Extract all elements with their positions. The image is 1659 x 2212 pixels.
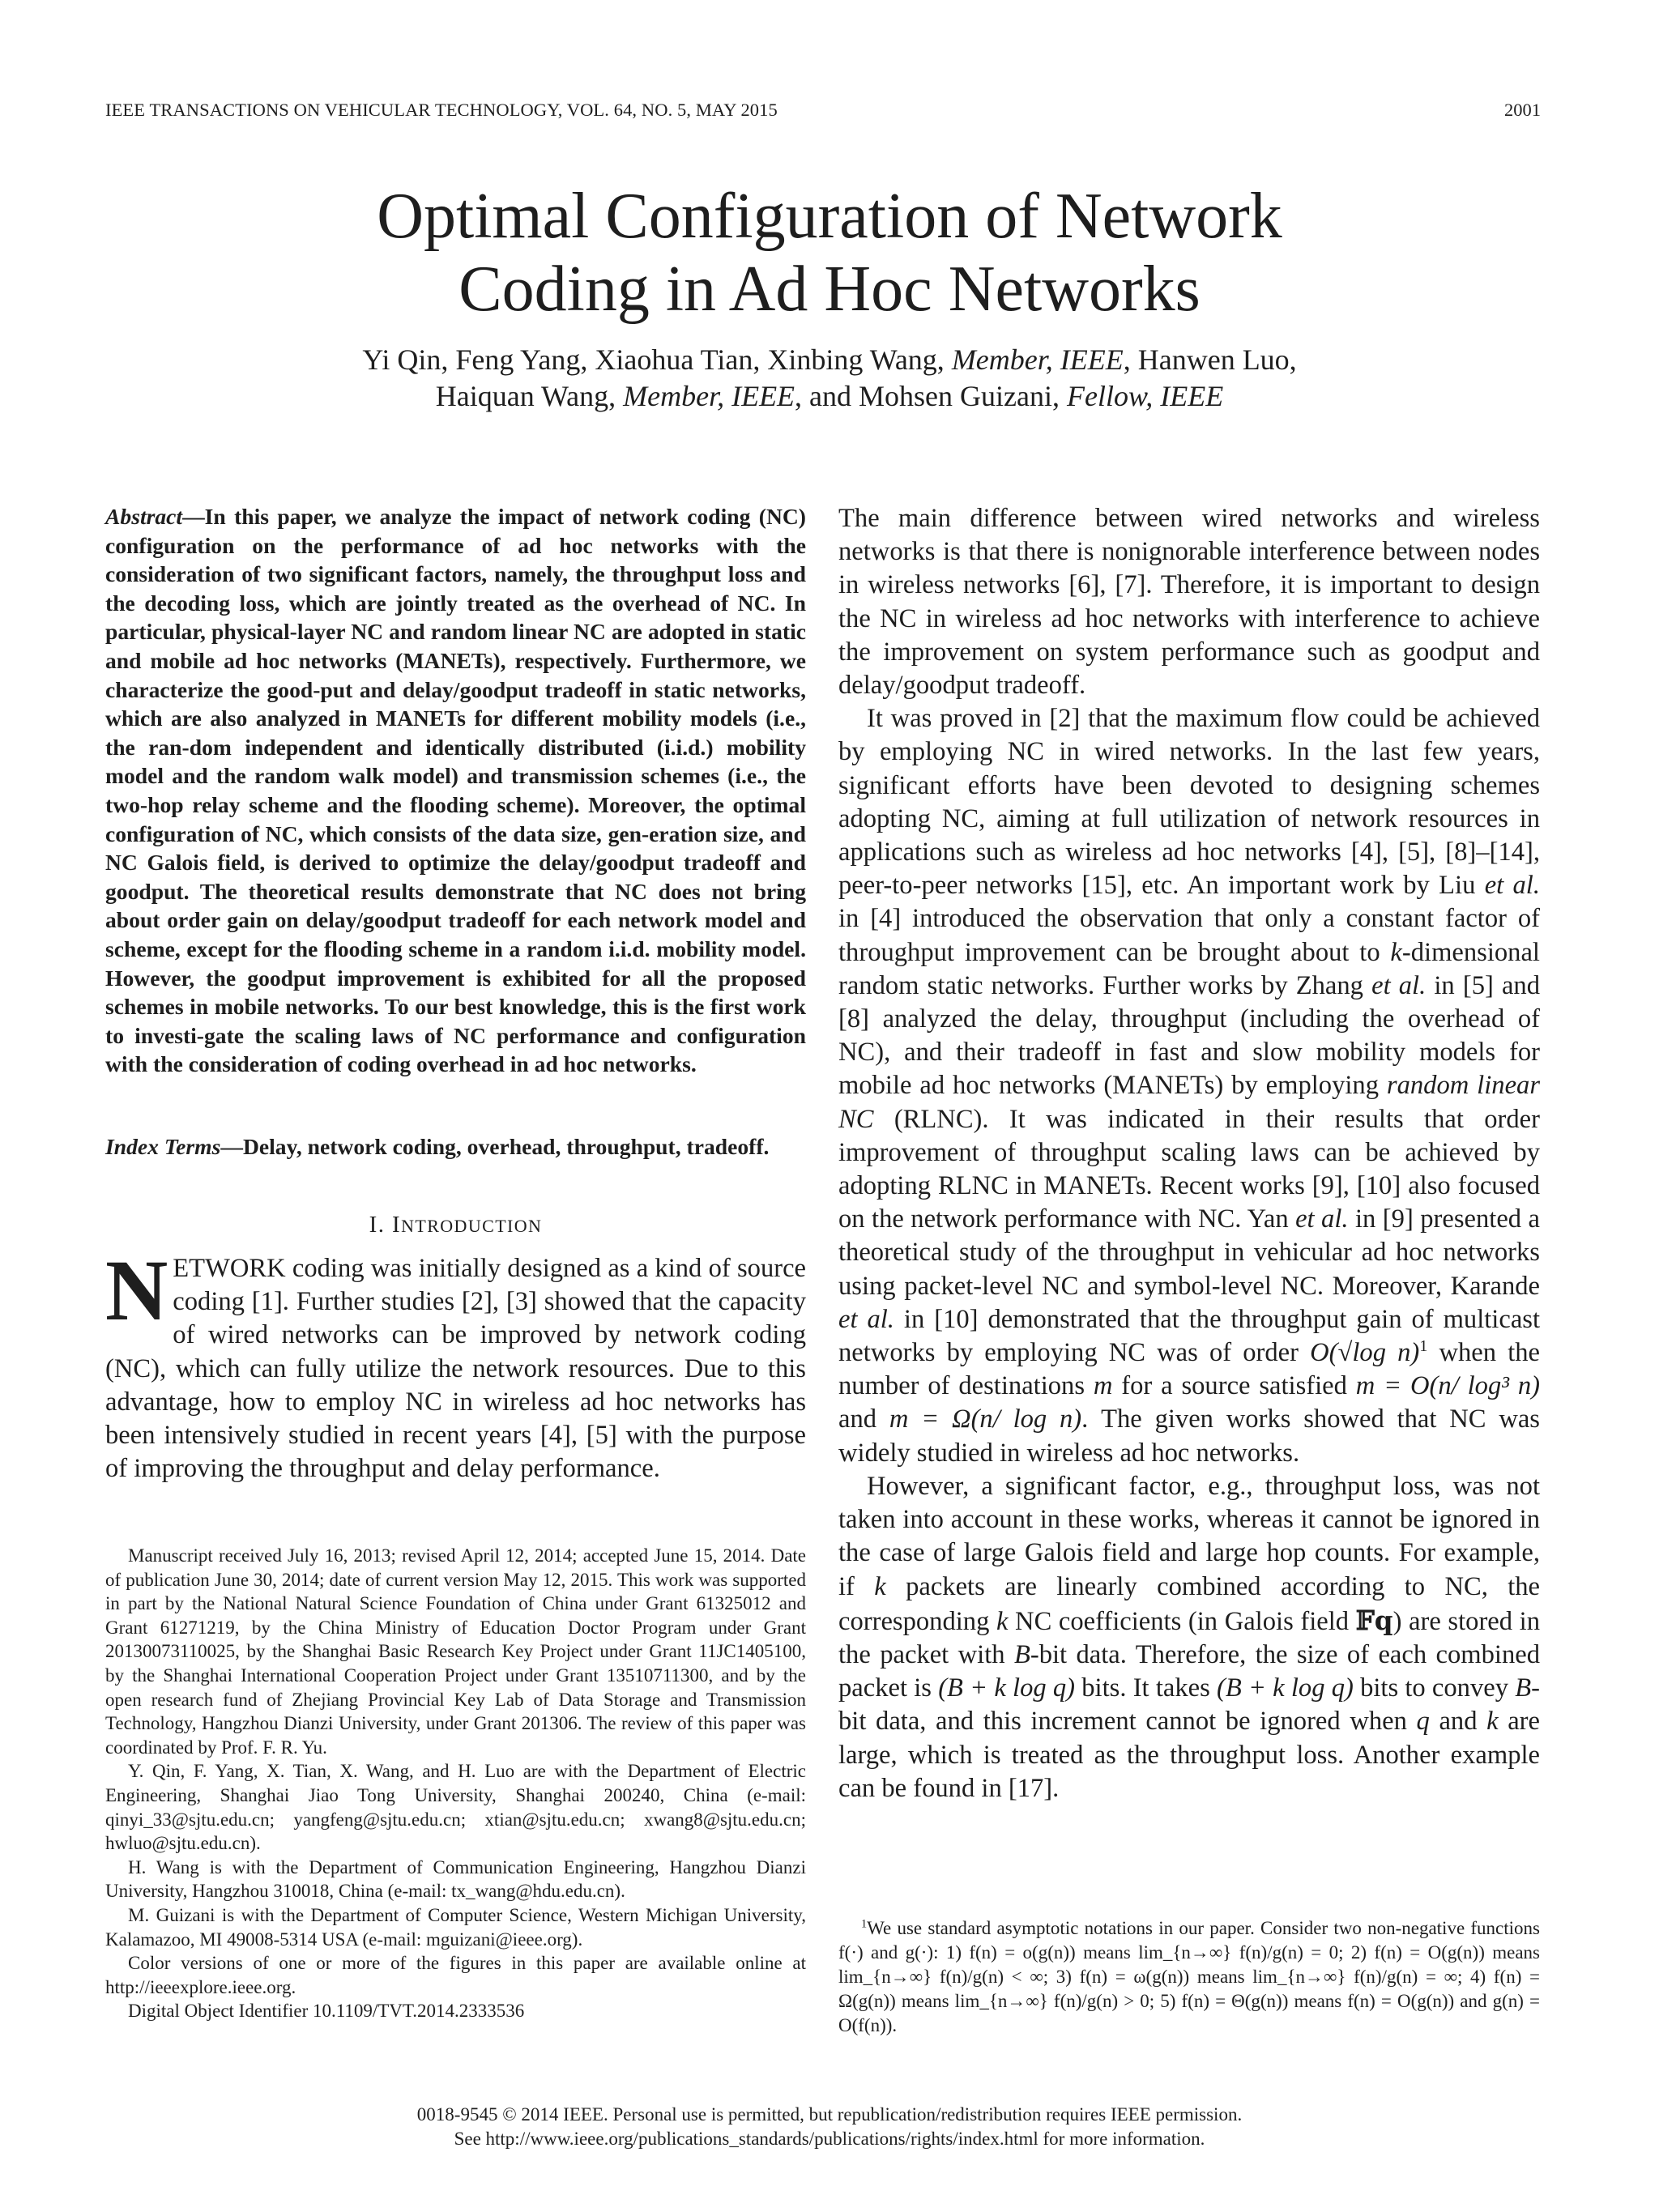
footnote-affiliation-wmu: M. Guizani is with the Department of Computer Science, Western Michigan University, Kalamazoo, MI 49008-5314 USA (e-mail: mguizani@ieee.org). xyxy=(105,1904,806,1950)
copyright-notice xyxy=(0,2103,1659,2150)
index-terms-text: —Delay, network coding, overhead, throughput, tradeoff. xyxy=(220,1134,770,1159)
paper-title xyxy=(0,180,1659,326)
index-terms xyxy=(105,1132,806,1161)
section-heading-introduction: I. INTRODUCTION xyxy=(369,1212,543,1238)
copyright-line: 0018-9545 © 2014 IEEE. Personal use is permitted, but republication/redistribution requires IEEE permission. xyxy=(416,2104,1243,2125)
footnote-mark: 1 xyxy=(1419,1337,1428,1356)
footnote-manuscript: Manuscript received July 16, 2013; revised April 12, 2014; accepted June 15, 2014. Date of publication June 30, 2014; date of current version May 12, 2015. This work was supported in part by the National Natural Science Foundation of China under Grant 61325012 and Grant 61271219, by the China Ministry of Education Doctor Program under Grant 20130073110025, by the Shanghai Basic Research Key Project under Grant 11JC1405100, by the Shanghai International Cooperation Project under Grant 13510711300, and by the open research fund of Zhejiang Provincial Key Lab of Data Storage and Transmission Technology, Hangzhou Dianzi University, under Grant 201306. The review of this paper was coordinated by Prof. F. R. Yu. xyxy=(105,1545,806,1758)
author-list xyxy=(0,342,1659,415)
introduction-paragraph xyxy=(105,1243,806,1485)
author-line-2: Haiquan Wang, Member, IEEE, and Mohsen Guizani, Fellow, IEEE xyxy=(435,380,1224,412)
journal-name: IEEE TRANSACTIONS ON VEHICULAR TECHNOLOGY, VOL. 64, NO. 5, MAY 2015 xyxy=(105,100,778,120)
title-line-1: Optimal Configuration of Network xyxy=(377,181,1282,252)
title-line-2: Coding in Ad Hoc Networks xyxy=(458,254,1201,325)
index-terms-label: Index Terms xyxy=(105,1134,221,1159)
running-header xyxy=(105,100,1541,129)
intro-text: ETWORK coding was initially designed as a kind of source coding [1]. Further studies [2], [3] showed that the capacity of wired networks can be improved by network coding (NC), which can fully utilize the network resources. Due to this advantage, how to employ NC in wireless ad hoc networks has been intensively studied in recent years [4], [5] with the purpose of improving the throughput and delay performance. xyxy=(105,1254,806,1484)
order-expression: O(√log n) xyxy=(1310,1338,1420,1368)
paragraph-related-work: It was proved in [2] that the maximum flow could be achieved by employing NC in wired networks. In the last few years, significant efforts have been devoted to designing schemes adopting NC, aiming at full utilization of network resources in applications such as wireless ad hoc networks [4], [5], [8]–[14], peer-to-peer networks [15], etc. An important work by Liu et al. in [4] introduced the observation that only a constant factor of throughput improvement can be brought about to k-dimensional random static networks. Further works by Zhang et al. in [5] and [8] analyzed the delay, throughput (including the overhead of NC), and their tradeoff in fast and slow mobility models for mobile ad hoc networks (MANETs) by employing random linear NC (RLNC). It was indicated in their results that order improvement of throughput scaling laws can be achieved by adopting RLNC in MANETs. Recent works [9], [10] also focused on the network performance with NC. Yan et al. in [9] presented a theoretical study of the throughput in vehicular ad hoc networks using packet-level NC and symbol-level NC. Moreover, Karande et al. in [10] demonstrated that the throughput gain of multicast networks by employing NC was of order O(√log n)$^1$ when the number of destinations m for a source satisfied m = O(n/ log³ n) and m = Ω(n/ log n). The given works showed that NC was widely studied in wireless ad hoc networks. xyxy=(838,704,1541,1468)
asymptotic-notation-footnote xyxy=(838,1916,1540,2038)
manuscript-footnotes xyxy=(105,1544,806,2023)
abstract-text: —In this paper, we analyze the impact of network coding (NC) configuration on the performance of ad hoc networks with the consideration of two significant factors, namely, the throughput loss and the decoding loss, which are jointly treated as the overhead of NC. In particular, physical-layer NC and random linear NC are adopted in static and mobile ad hoc networks (MANETs), respectively. Furthermore, we characterize the good-put and delay/goodput tradeoff in static networks, which are also analyzed in MANETs for different mobility models (i.e., the ran-dom independent and identically distributed (i.i.d.) mobility model and the random walk model) and transmission schemes (i.e., the two-hop relay scheme and the flooding scheme). Moreover, the optimal configuration of NC, which consists of the data size, gen-eration size, and NC Galois field, is derived to optimize the delay/goodput tradeoff and goodput. The theoretical results demonstrate that NC does not bring about order gain on delay/goodput tradeoff for each network model and scheme, except for the flooding scheme in a random i.i.d. mobility model. However, the goodput improvement is exhibited for all the proposed schemes in mobile networks. To our best knowledge, this is the first work to investi-gate the scaling laws of NC performance and configuration with the consideration of coding overhead in ad hoc networks. xyxy=(105,504,806,1077)
drop-cap: N xyxy=(105,1243,168,1339)
paragraph-throughput-loss: However, a significant factor, e.g., throughput loss, was not taken into account in these works, whereas it cannot be ignored in the case of large Galois field and large hop counts. For example, if k packets are linearly combined according to NC, the corresponding k NC coefficients (in Galois field 𝔽q) are stored in the packet with B-bit data. Therefore, the size of each combined packet is (B + k log q) bits. It takes (B + k log q) bits to convey B-bit data, and this increment cannot be ignored when q and k are large, which is treated as the throughput loss. Another example can be found in [17]. xyxy=(838,1471,1540,1803)
right-column-body xyxy=(838,502,1540,1805)
footnote-affiliation-hdu: H. Wang is with the Department of Communication Engineering, Hangzhou Dianzi University, Hangzhou 310018, China (e-mail: tx_wang@hdu.edu.cn). xyxy=(105,1856,806,1902)
footnote-1-mark: 1 xyxy=(861,1917,868,1931)
rights-url-line: See http://www.ieee.org/publications_standards/publications/rights/index.html for more information. xyxy=(454,2128,1205,2149)
footnote-color-versions: Color versions of one or more of the figures in this paper are available online at http://ieeexplore.ieee.org. xyxy=(105,1953,806,1997)
footnote-1-text: We use standard asymptotic notations in our paper. Consider two non-negative functions f(·) and g(·): 1) f(n) = o(g(n)) means lim_{n→∞} f(n)/g(n) = 0; 2) f(n) = O(g(n)) means lim_{n→∞} f(n)/g(n) < ∞; 3) f(n) = ω(g(n)) means lim_{n→∞} f(n)/g(n) = ∞; 4) f(n) = Ω(g(n)) means lim_{n→∞} f(n)/g(n) > 0; 5) f(n) = Θ(g(n)) means f(n) = O(g(n)) and g(n) = O(f(n)). xyxy=(838,1918,1540,2035)
abstract-label: Abstract xyxy=(105,504,183,529)
footnote-affiliation-sjtu: Y. Qin, F. Yang, X. Tian, X. Wang, and H. Luo are with the Department of Electric Engineering, Shanghai Jiao Tong University, Shanghai 200240, China (e-mail: qinyi_33@sjtu.edu.cn; yangfeng@sjtu.edu.cn; xtian@sjtu.edu.cn; xwang8@sjtu.edu.cn; hwluo@sjtu.edu.cn). xyxy=(105,1761,806,1854)
footnote-doi: Digital Object Identifier 10.1109/TVT.2014.2333536 xyxy=(128,2001,525,2022)
page-number: 2001 xyxy=(1504,100,1541,120)
paragraph-wired-vs-wireless: The main difference between wired networks and wireless networks is that there is nonignorable interference between nodes in wireless networks [6], [7]. Therefore, it is important to design the NC in wireless ad hoc networks with interference to achieve the improvement on system performance such as goodput and delay/goodput tradeoff. xyxy=(838,504,1540,701)
abstract xyxy=(105,502,806,1079)
author-line-1: Yi Qin, Feng Yang, Xiaohua Tian, Xinbing Wang, Member, IEEE, Hanwen Luo, xyxy=(362,343,1297,376)
